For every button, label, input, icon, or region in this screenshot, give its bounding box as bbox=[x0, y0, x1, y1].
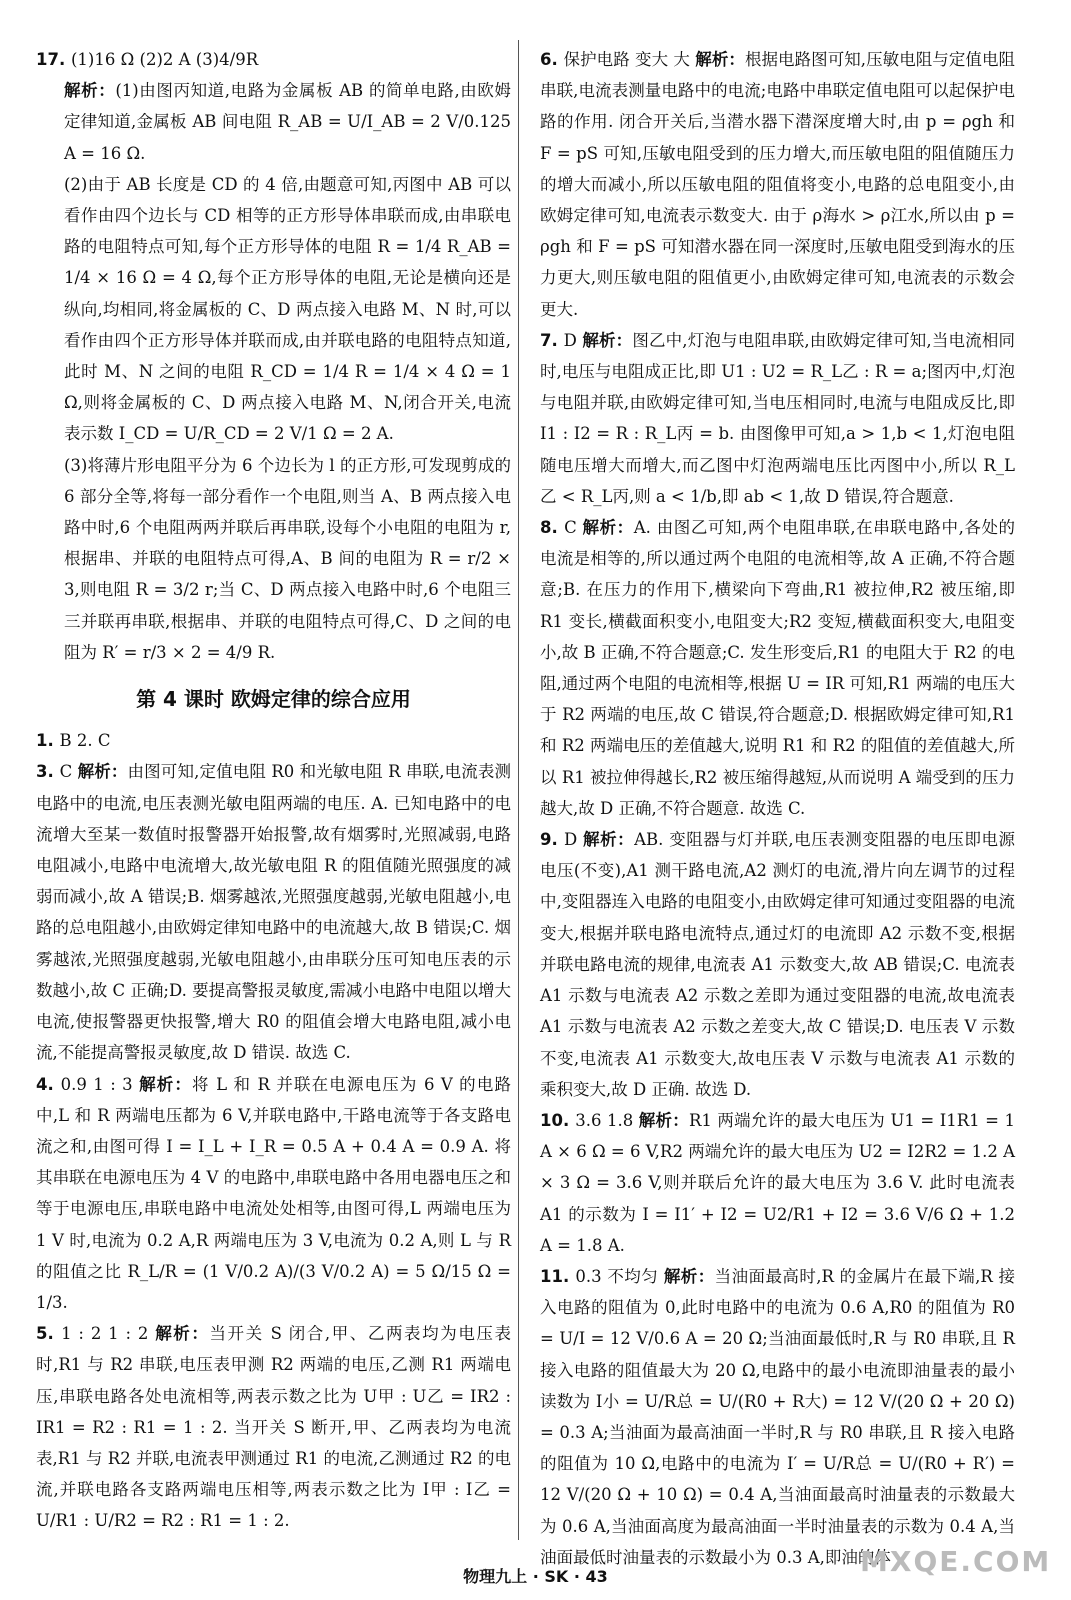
analysis-tag: 解析： bbox=[663, 1266, 715, 1286]
analysis-tag: 解析： bbox=[64, 81, 116, 101]
analysis-tag: 解析： bbox=[638, 1110, 689, 1130]
answer-item bbox=[36, 1069, 511, 1319]
analysis-text: AB. 变阻器与灯并联,电压表测变阻器的电压即电源电压(不变),A1 测干路电流,A2 测灯的电流,滑片向左调节的过程中,变阻器连入电路的电阻变小,由欧姆定律可知通过变阻器的电流变大,根据并联电路电流特点,通过灯的电流即 A2 示数不变,根据并联电路电流的规律,电流表 A1 示数变大,故 AB 错误;C. 电流表 A1 示数与电流表 A2 示数之差即为通过变阻器的电流,故电流表 A1 示数与电流表 A2 示数之差变大,故 C 错误;D. 电压表 V 示数不变,电流表 A1 示数变大,故电压表 V 示数与电流表 A1 示数的乘积变大,故 D 正确. 故选 D. bbox=[540, 830, 1016, 1099]
answer-item bbox=[540, 1105, 1015, 1261]
analysis-tag: 解析： bbox=[582, 330, 633, 350]
answer-item bbox=[540, 824, 1015, 1105]
answer-head: (1)16 Ω (2)2 A (3)4/9R bbox=[70, 50, 259, 69]
analysis-tag: 解析： bbox=[77, 762, 128, 782]
answer-item bbox=[540, 44, 1015, 325]
analysis-text: (2)由于 AB 长度是 CD 的 4 倍,由题意可知,丙图中 AB 可以看作由四个边长与 CD 相等的正方形导体串联而成,由串联电路的电阻特点可知,每个正方形导体的电阻 R = 1/4 R_AB = 1/4 × 16 Ω = 4 Ω,每个正方形导体的电阻,无论是横向还是纵向,均相同,将金属板的 C、D 两点接入电路 M、N 时,可以看作由四个正方形导体并联而成,由并联电路的电阻特点知道,此时 M、N 之间的电阻 R_CD = 1/4 R = 1/4 × 4 Ω = 1 Ω,则将金属板的 C、D 两点接入电路 M、N,闭合开关,电流表示数 I_CD = U/R_CD = 2 V/1 Ω = 2 A. bbox=[64, 174, 511, 444]
analysis-tag: 解析： bbox=[695, 50, 745, 69]
analysis-tag: 解析： bbox=[155, 1324, 210, 1344]
question-number: 17. bbox=[36, 50, 71, 69]
answer-head: 0.9 1 : 3 bbox=[60, 1074, 140, 1094]
answer-item bbox=[36, 725, 511, 756]
answer-head: 保护电路 变大 大 bbox=[563, 50, 696, 69]
answer-item bbox=[540, 1261, 1015, 1573]
answer-item bbox=[36, 44, 511, 75]
left-answers-part1 bbox=[36, 44, 511, 668]
section-title: 第 4 课时 欧姆定律的综合应用 bbox=[136, 687, 411, 712]
answer-item bbox=[36, 450, 511, 668]
page-footer: 物理九上 · SK · 43 bbox=[463, 1567, 608, 1586]
analysis-tag: 解析： bbox=[139, 1074, 193, 1094]
right-column bbox=[540, 44, 1015, 1573]
answer-head: C bbox=[59, 762, 78, 782]
question-number: 1. bbox=[36, 731, 60, 751]
analysis-text: A. 由图乙可知,两个电阻串联,在串联电路中,各处的电流是相等的,所以通过两个电阻的电流相等,故 A 正确,不符合题意;B. 在压力的作用下,横梁向下弯曲,R1 被拉伸,R2 被压缩,即 R1 变长,横截面积变小,电阻变大;R2 变短,横截面积变大,电阻变小,故 B 正确,不符合题意;C. 发生形变后,R1 的电阻大于 R2 的电阻,通过两个电阻的电流相等,根据 U = IR 可知,R1 两端的电压大于 R2 两端的电压,故 C 错误,符合题意;D. 根据欧姆定律可知,R1 和 R2 两端电压的差值越大,说明 R1 和 R2 的阻值的差值越大,所以 R1 被拉伸得越长,R2 被压缩得越短,从而说明 A 端受到的压力越大,故 D 正确,不符合题意. 故选 C. bbox=[540, 518, 1016, 818]
left-answers-part2 bbox=[36, 725, 511, 1536]
answer-head: C bbox=[564, 518, 583, 538]
answer-head: D bbox=[564, 830, 584, 850]
question-number: 5. bbox=[36, 1324, 62, 1344]
question-number: 9. bbox=[540, 830, 565, 850]
analysis-text: (3)将薄片形电阻平分为 6 个边长为 l 的正方形,可发现剪成的 6 部分全等,将每一部分看作一个电阻,则当 A、B 两点接入电路中时,6 个电阻两两并联后再串联,设每个小电阻的电阻为 r,根据串、并联的电阻特点可得,A、B 间的电阻为 R = r/2 × 3,则电阻 R = 3/2 r;当 C、D 两点接入电路中时,6 个电阻三三并联再串联,根据串、并联的电阻特点可得,C、D 之间的电阻为 R′ = r/3 × 2 = 4/9 R. bbox=[64, 455, 511, 662]
question-number: 3. bbox=[36, 762, 60, 782]
question-number: 4. bbox=[36, 1074, 61, 1094]
question-number: 10. bbox=[540, 1110, 576, 1130]
analysis-text: (1)由图丙知道,电路为金属板 AB 的简单电路,由欧姆定律知道,金属板 AB 间电阻 R_AB = U/I_AB = 2 V/0.125 A = 16 Ω. bbox=[64, 81, 511, 163]
analysis-text: R1 两端允许的最大电压为 U1 = I1R1 = 1 A × 6 Ω = 6 V,R2 两端允许的最大电压为 U2 = I2R2 = 1.2 A × 3 Ω = 3.6 V,则并联后允许的最大电压为 3.6 V. 此时电流表 A1 的示数为 I = I1′ + I2 = U2/R1 + I2 = 3.6 V/6 Ω + 1.2 A = 1.8 A. bbox=[540, 1110, 1015, 1255]
column-divider bbox=[518, 40, 519, 1540]
answer-head: 1 : 2 1 : 2 bbox=[61, 1324, 156, 1344]
left-column bbox=[36, 44, 511, 1537]
answer-item bbox=[36, 756, 511, 1068]
right-answers bbox=[540, 44, 1015, 1573]
analysis-text: 将 L 和 R 并联在电源电压为 6 V 的电路中,L 和 R 两端电压都为 6 V,并联电路中,干路电流等于各支路电流之和,由图可得 I = I_L + I_R = 0.5 A + 0.4 A = 0.9 A. 将其串联在电源电压为 4 V 的电路中,串联电路中各用电器电压之和等于电源电压,串联电路中电流处处相等,由图可得,L 两端电压为 1 V 时,电流为 0.2 A,R 两端电压为 3 V,电流为 0.2 A,则 L 与 R 的阻值之比 R_L/R = (1 V/0.2 A)/(3 V/0.2 A) = 5 Ω/15 Ω = 1/3. bbox=[36, 1074, 511, 1312]
question-number: 11. bbox=[540, 1266, 576, 1286]
answer-item bbox=[36, 169, 511, 450]
analysis-text: 当开关 S 闭合,甲、乙两表均为电压表时,R1 与 R2 串联,电压表甲测 R2 两端的电压,乙测 R1 两端电压,串联电路各处电流相等,两表示数之比为 U甲 : U乙 = IR2 : IR1 = R2 : R1 = 1 : 2. 当开关 S 断开,甲、乙两表均为电流表,R1 与 R2 并联,电流表甲测通过 R1 的电流,乙测通过 R2 的电流,并联电路各支路两端电压相等,两表示数之比为 I甲 : I乙 = U/R1 : U/R2 = R2 : R1 = 1 : 2. bbox=[36, 1324, 511, 1531]
question-number: 8. bbox=[540, 518, 565, 538]
answer-item bbox=[36, 75, 511, 169]
answer-head: 3.6 1.8 bbox=[575, 1110, 639, 1130]
watermark-logo: MXQE.COM bbox=[860, 1545, 1052, 1578]
analysis-text: 当油面最高时,R 的金属片在最下端,R 接入电路的阻值为 0,此时电路中的电流为 0.6 A,R0 的阻值为 R0 = U/I = 12 V/0.6 A = 20 Ω;当油面最低时,R 与 R0 串联,且 R 接入电路的阻值最大为 20 Ω,电路中的最小电流即油量表的最小读数为 I小 = U/R总 = U/(R0 + R大) = 12 V/(20 Ω + 20 Ω) = 0.3 A;当油面为最高油面一半时,R 与 R0 串联,且 R 接入电路的阻值为 10 Ω,电路中的电流为 I′ = U/R总 = U/(R0 + R′) = 12 V/(20 Ω + 10 Ω) = 0.4 A,当油面最高时油量表的示数最大为 0.6 A,当油面高度为最高油面一半时油量表的示数为 0.4 A,当油面最低时油量表的示数最小为 0.3 A,即油的体 bbox=[540, 1266, 1016, 1567]
analysis-tag: 解析： bbox=[583, 830, 635, 850]
question-number: 6. bbox=[540, 50, 564, 69]
analysis-text: 图乙中,灯泡与电阻串联,由欧姆定律可知,当电流相同时,电压与电阻成正比,即 U1 : U2 = R_L乙 : R = a;图丙中,灯泡与电阻并联,由欧姆定律可知,当电压相同时,电流与电阻成反比,即 I1 : I2 = R : R_L丙 = b. 由图像甲可知,a > 1,b < 1,灯泡电阻随电压增大而增大,而乙图中灯泡两端电压比丙图中小,所以 R_L乙 < R_L丙,则 a < 1/b,即 ab < 1,故 D 错误,符合题意. bbox=[540, 330, 1015, 506]
answer-item bbox=[36, 1318, 511, 1536]
answer-head: 0.3 不均匀 bbox=[575, 1266, 664, 1286]
answer-item bbox=[540, 512, 1015, 824]
answer-head: D bbox=[563, 330, 583, 350]
question-number: 7. bbox=[540, 330, 564, 350]
answer-head: B 2. C bbox=[59, 731, 111, 751]
analysis-text: 根据电路图可知,压敏电阻与定值电阻串联,电流表测量电路中的电流;电路中串联定值电阻可以起保护电路的作用. 闭合开关后,当潜水器下潜深度增大时,由 p = ρgh 和 F = pS 可知,压敏电阻受到的压力增大,而压敏电阻的阻值随压力的增大而减小,所以压敏电阻的阻值将变小,电路的总电阻变小,由欧姆定律可知,电流表示数变大. 由于 ρ海水 > ρ江水,所以由 p = ρgh 和 F = pS 可知潜水器在同一深度时,压敏电阻受到海水的压力更大,则压敏电阻的阻值更小,由欧姆定律可知,电流表的示数会更大. bbox=[540, 50, 1015, 319]
analysis-text: 由图可知,定值电阻 R0 和光敏电阻 R 串联,电流表测电路中的电流,电压表测光敏电阻两端的电压. A. 已知电路中的电流增大至某一数值时报警器开始报警,故有烟雾时,光照减弱,电路电阻减小,电路中电流增大,故光敏电阻 R 的阻值随光照强度的减弱而减小,故 A 错误;B. 烟雾越浓,光照强度越弱,光敏电阻越小,电路的总电阻越小,由欧姆定律知电路中的电流越大,故 B 错误;C. 烟雾越浓,光照强度越弱,光敏电阻越小,由串联分压可知电压表的示数越小,故 C 正确;D. 要提高警报灵敏度,需减小电路中电阻以增大电流,使报警器更快报警,增大 R0 的阻值会增大电路电阻,减小电流,不能提高警报灵敏度,故 D 错误. 故选 C. bbox=[36, 762, 512, 1063]
answer-item bbox=[540, 325, 1015, 512]
analysis-tag: 解析： bbox=[582, 518, 634, 538]
